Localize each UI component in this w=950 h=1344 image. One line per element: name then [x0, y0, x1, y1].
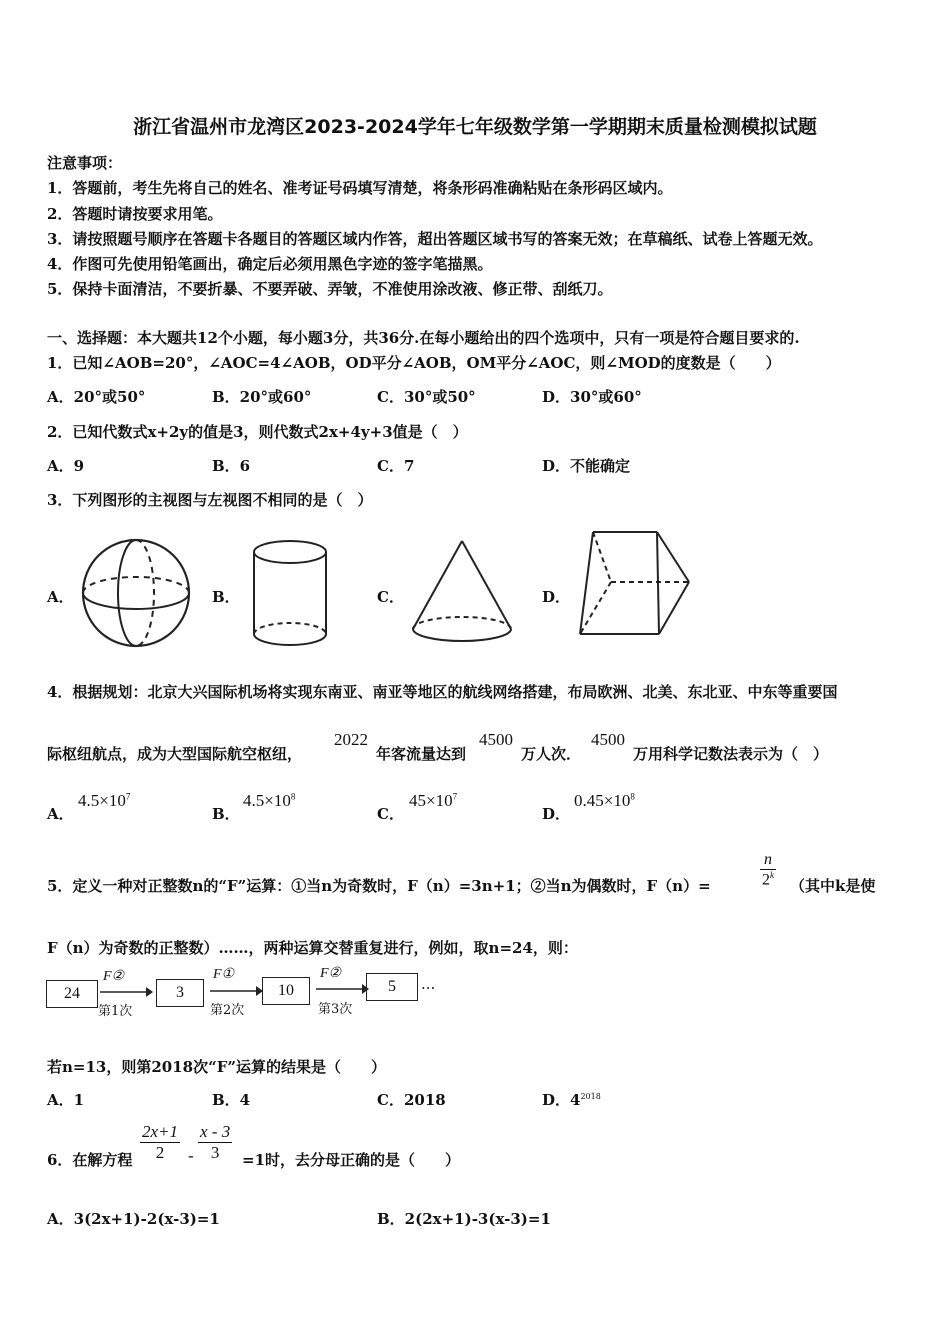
q5-option-a[interactable]: A．1 — [47, 1091, 85, 1109]
question-4-line2d: 万用科学记数法表示为（ ） — [633, 745, 829, 763]
question-5-line1a: 5．定义一种对正整数n的“F”运算：①当n为奇数时，F（n）=3n+1；②当n为偶数时，F（n）= — [47, 877, 711, 895]
q5-fraction: $\frac{n}{2^k}$ — [762, 851, 774, 889]
flow-ellipsis: ··· — [421, 979, 436, 997]
flow-box: 3 — [156, 979, 204, 1007]
arrow-right-icon — [314, 983, 370, 995]
note-item: 2．答题时请按要求用笔。 — [47, 205, 223, 223]
sphere-figure — [78, 537, 194, 649]
q4-option-b[interactable]: B． — [212, 805, 240, 823]
q1-option-d[interactable]: D．30°或60° — [542, 388, 642, 406]
cylinder-figure — [248, 537, 332, 649]
q4-number-2: 4500 — [591, 730, 625, 749]
q6-minus: - — [188, 1146, 194, 1165]
q4-option-d[interactable]: D． — [542, 805, 571, 823]
q1-option-b[interactable]: B．20°或60° — [212, 388, 312, 406]
q4-year: 2022 — [334, 730, 368, 749]
q6-fraction-1: $\frac{2x+1}{2}$ — [142, 1122, 179, 1162]
q2-option-c[interactable]: C．7 — [377, 457, 415, 475]
q4-option-c-value: $45\times 10^7$ — [409, 791, 458, 810]
q2-option-a[interactable]: A．9 — [47, 457, 85, 475]
q2-option-d[interactable]: D．不能确定 — [542, 457, 631, 475]
question-4-line2c: 万人次． — [521, 745, 582, 763]
question-5-line3: 若n=13，则第2018次“F”运算的结果是（ ） — [47, 1058, 387, 1076]
prism-figure — [575, 528, 695, 640]
q6-option-a[interactable]: A．3(2x+1)-2(x-3)=1 — [47, 1210, 220, 1228]
flow-box: 5 — [366, 973, 418, 1001]
q2-option-b[interactable]: B．6 — [212, 457, 251, 475]
q4-option-b-value: $4.5\times 10^8$ — [243, 791, 296, 810]
flow-box: 10 — [262, 977, 310, 1005]
flow-op-label: F① — [213, 967, 235, 982]
q6-option-b[interactable]: B．2(2x+1)-3(x-3)=1 — [377, 1210, 551, 1228]
note-item: 1．答题前，考生先将自己的姓名、准考证号码填写清楚，将条形码准确粘贴在条形码区域内。 — [47, 179, 673, 197]
q3-option-b[interactable]: B． — [212, 588, 240, 606]
q5-option-d[interactable]: D．$4^{2018}$ — [542, 1091, 601, 1109]
q1-option-c[interactable]: C．30°或50° — [377, 388, 476, 406]
q4-option-d-value: $0.45\times 10^8$ — [574, 791, 635, 810]
question-5-line1b: （其中k是使 — [790, 877, 876, 895]
q5-option-b[interactable]: B．4 — [212, 1091, 251, 1109]
flow-step-label: 第1次 — [98, 1004, 133, 1019]
q4-number-1: 4500 — [479, 730, 513, 749]
flow-op-label: F② — [103, 969, 125, 984]
cone-figure — [407, 537, 517, 647]
q5-option-c[interactable]: C．2018 — [377, 1091, 446, 1109]
question-1-stem: 1．已知∠AOB=20°，∠AOC=4∠AOB，OD平分∠AOB，OM平分∠AOC，则∠MOD的度数是（ ） — [47, 354, 781, 372]
q3-option-a[interactable]: A． — [47, 588, 74, 606]
arrow-right-icon — [98, 986, 154, 998]
section-heading: 一、选择题：本大题共12个小题，每小题3分，共36分.在每小题给出的四个选项中，只有一项是符合题目要求的. — [47, 329, 800, 347]
question-4-line1: 4．根据规划：北京大兴国际机场将实现东南亚、南亚等地区的航线网络搭建，布局欧洲、北美、东北亚、中东等重要国 — [47, 683, 838, 701]
note-item: 3．请按照题号顺序在答题卡各题目的答题区域内作答，超出答题区域书写的答案无效；在草稿纸、试卷上答题无效。 — [47, 230, 823, 248]
q1-option-a[interactable]: A．20°或50° — [47, 388, 146, 406]
note-item: 4．作图可先使用铅笔画出，确定后必须用黑色字迹的签字笔描黑。 — [47, 255, 493, 273]
question-2-stem: 2．已知代数式x+2y的值是3，则代数式2x+4y+3值是（ ） — [47, 423, 468, 441]
question-3-stem: 3．下列图形的主视图与左视图不相同的是（ ） — [47, 491, 373, 509]
q4-option-c[interactable]: C． — [377, 805, 404, 823]
question-4-line2b: 年客流量达到 — [376, 745, 467, 763]
arrow-right-icon — [208, 985, 264, 997]
flow-step-label: 第3次 — [318, 1002, 353, 1017]
flow-box: 24 — [46, 980, 98, 1008]
question-4-line2a: 际枢纽航点，成为大型国际航空枢纽， — [47, 745, 303, 763]
question-6-suffix: =1时，去分母正确的是（ ） — [242, 1151, 461, 1169]
q4-option-a-value: $4.5\times 10^7$ — [78, 791, 131, 810]
q3-option-c[interactable]: C． — [377, 588, 404, 606]
note-item: 5．保持卡面清洁，不要折暴、不要弄破、弄皱，不准使用涂改液、修正带、刮纸刀。 — [47, 280, 613, 298]
question-6-prefix: 6．在解方程 — [47, 1151, 133, 1169]
q3-option-d[interactable]: D． — [542, 588, 571, 606]
page-title: 浙江省温州市龙湾区2023-2024学年七年级数学第一学期期末质量检测模拟试题 — [133, 116, 817, 138]
notes-heading: 注意事项： — [47, 154, 123, 172]
flow-op-label: F② — [320, 966, 342, 981]
question-5-line2: F（n）为奇数的正整数）……，两种运算交替重复进行，例如，取n=24，则： — [47, 939, 578, 957]
flow-step-label: 第2次 — [210, 1003, 245, 1018]
q6-fraction-2: $\frac{x - 3}{3}$ — [200, 1122, 231, 1162]
q4-option-a[interactable]: A． — [47, 805, 74, 823]
